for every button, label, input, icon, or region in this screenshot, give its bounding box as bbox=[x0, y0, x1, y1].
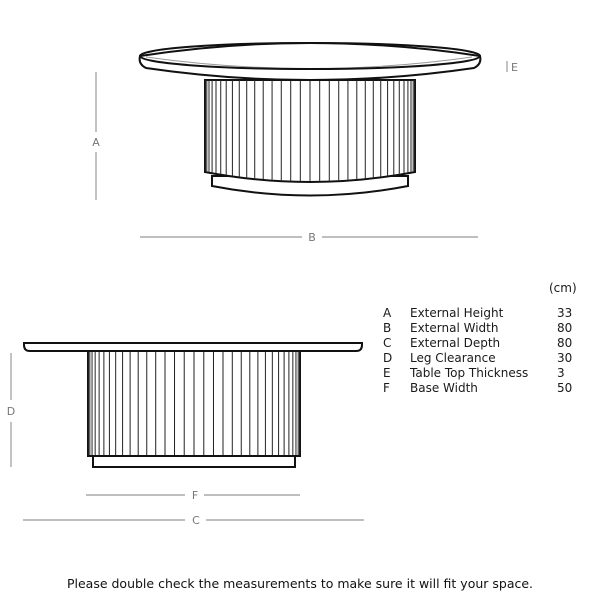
spec-value: 80 bbox=[557, 321, 573, 335]
dimension-f bbox=[86, 489, 300, 502]
spec-name: External Height bbox=[410, 306, 504, 320]
spec-rows bbox=[383, 306, 583, 396]
perspective-view bbox=[140, 43, 481, 196]
dimension-c-label: C bbox=[192, 514, 200, 527]
dimension-d bbox=[7, 353, 15, 467]
spec-row bbox=[383, 336, 583, 351]
spec-row bbox=[383, 351, 583, 366]
side-base bbox=[93, 456, 295, 467]
dimension-a bbox=[92, 72, 100, 200]
spec-name: External Depth bbox=[410, 336, 501, 350]
spec-row bbox=[383, 366, 583, 381]
spec-name: Base Width bbox=[410, 381, 478, 395]
footer-note: Please double check the measurements to make sure it will fit your space. bbox=[66, 576, 534, 591]
spec-letter: D bbox=[383, 351, 393, 365]
dimension-d-label: D bbox=[6, 405, 16, 418]
dimension-f-label: F bbox=[191, 489, 199, 502]
dimension-a-label: A bbox=[92, 136, 100, 149]
spec-letter: E bbox=[383, 366, 391, 380]
side-table-top bbox=[24, 343, 362, 351]
spec-value: 50 bbox=[557, 381, 573, 395]
dimension-e-label: E bbox=[511, 61, 518, 74]
spec-letter: A bbox=[383, 306, 392, 320]
spec-value: 3 bbox=[557, 366, 565, 380]
spec-letter: B bbox=[383, 321, 392, 335]
spec-row bbox=[383, 321, 583, 336]
spec-value: 30 bbox=[557, 351, 573, 365]
perspective-table-top bbox=[140, 43, 481, 80]
spec-letter: C bbox=[383, 336, 392, 350]
spec-value: 33 bbox=[557, 306, 573, 320]
spec-name: Leg Clearance bbox=[410, 351, 496, 365]
side-view bbox=[24, 343, 362, 467]
dimension-b-label: B bbox=[308, 231, 316, 244]
dimension-c bbox=[23, 514, 364, 527]
spec-row bbox=[383, 381, 583, 396]
spec-name: Table Top Thickness bbox=[410, 366, 529, 380]
spec-name: External Width bbox=[410, 321, 499, 335]
dimension-b bbox=[140, 231, 478, 244]
dimension-e bbox=[507, 61, 518, 74]
spec-unit: (cm) bbox=[549, 281, 577, 295]
spec-row bbox=[383, 306, 583, 321]
spec-value: 80 bbox=[557, 336, 573, 350]
spec-letter: F bbox=[383, 381, 390, 395]
